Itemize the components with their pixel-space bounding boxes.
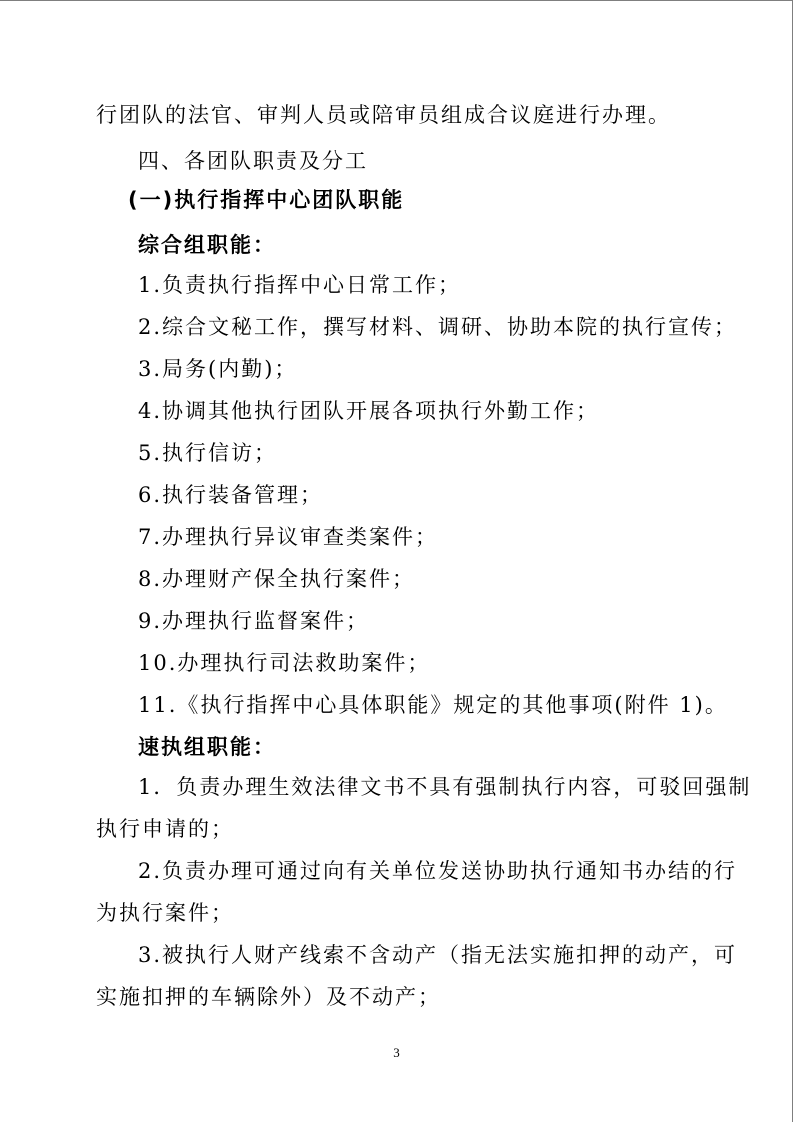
page-number: 3 [393,1045,400,1060]
list-item: 9.办理执行监督案件； [138,609,370,633]
list-item: 2.负责办理可通过向有关单位发送协助执行通知书办结的行 [138,859,738,883]
list-item: 8.办理财产保全执行案件； [138,567,416,591]
list-item: 5.执行信访； [138,441,278,465]
list-item: 3.局务(内勤)； [138,357,298,381]
list-item: 11.《执行指挥中心具体职能》规定的其他事项(附件 1)。 [138,693,728,717]
subsection-heading: (一)执行指挥中心团队职能 [128,188,405,212]
list-item: 2.综合文秘工作，撰写材料、调研、协助本院的执行宣传； [138,315,738,339]
group-title-quick: 速执组职能： [138,735,276,759]
list-item: 10.办理执行司法救助案件； [138,651,431,675]
list-item-continuation: 实施扣押的车辆除外）及不动产； [96,985,441,1009]
list-item: 4.协调其他执行团队开展各项执行外勤工作； [138,399,600,423]
group-title-general: 综合组职能： [138,233,276,257]
list-item: 7.办理执行异议审查类案件； [138,525,439,549]
list-item: 1．负责办理生效法律文书不具有强制执行内容，可驳回强制 [138,775,752,799]
list-item: 1.负责执行指挥中心日常工作； [138,273,462,297]
continuation-line: 行团队的法官、审判人员或陪审员组成合议庭进行办理。 [96,103,671,127]
list-item: 3.被执行人财产线索不含动产（指无法实施扣押的动产，可 [138,943,738,967]
list-item-continuation: 执行申请的； [96,817,234,841]
list-item-continuation: 为执行案件； [96,901,234,925]
list-item: 6.执行装备管理； [138,483,324,507]
section-heading: 四、各团队职责及分工 [138,149,368,173]
